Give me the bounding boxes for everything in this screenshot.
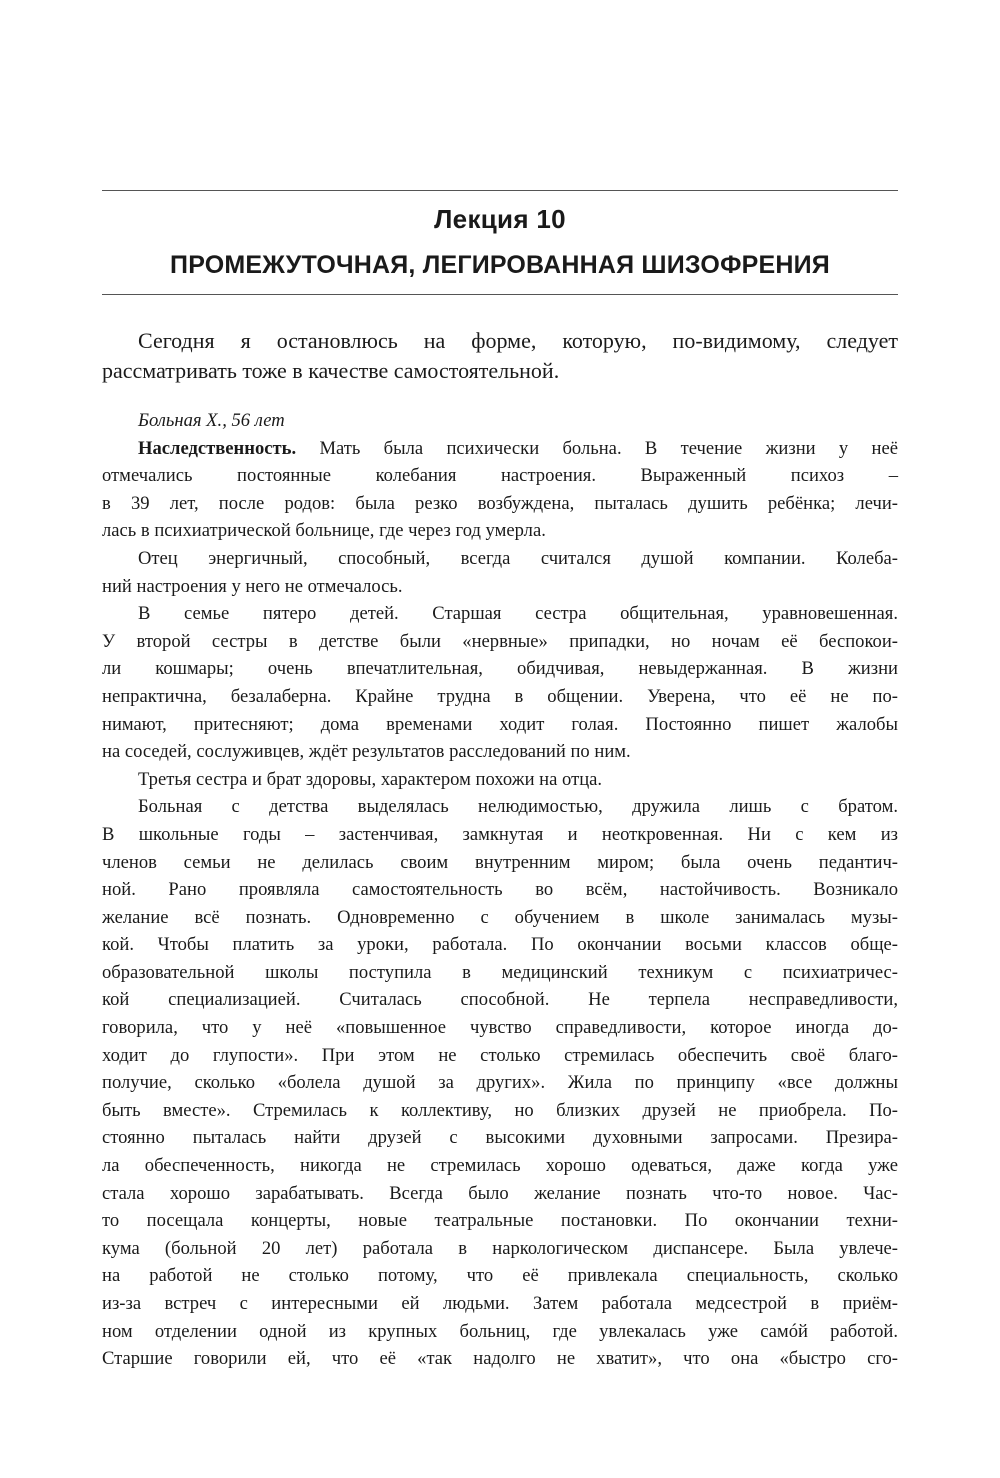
text-line: стала хорошо зарабатывать. Всегда было желание познать что-то новое. Час- xyxy=(102,1182,898,1204)
text-line: в 39 лет, после родов: была резко возбуждена, пыталась душить ребёнка; лечи- xyxy=(102,492,898,514)
text-line: нимают, притесняют; дома временами ходит голая. Постоянно пишет жалобы xyxy=(102,713,898,735)
text-line: непрактична, безалаберна. Крайне трудна в общении. Уверена, что её не по- xyxy=(102,685,898,707)
case-title: Больная Х., 56 лет xyxy=(138,410,285,431)
text-line: лась в психиатрической больнице, где через год умерла. xyxy=(102,520,546,542)
text-line: Мать была психически больна. В течение жизни у неё xyxy=(296,437,898,459)
header-top-rule xyxy=(102,190,898,191)
text-line: Больная с детства выделялась нелюдимостью, дружила лишь с братом. xyxy=(138,796,898,818)
text-line: кой. Чтобы платить за уроки, работала. По окончании восьми классов обще- xyxy=(102,934,898,956)
text-line: ходит до глупости». При этом не столько стремилась обеспечить своё благо- xyxy=(102,1044,898,1066)
text-line: Старшие говорили ей, что её «так надолго не хватит», что она «быстро сго- xyxy=(102,1348,898,1370)
text-line: В семье пятеро детей. Старшая сестра общительная, уравновешенная. xyxy=(138,603,898,625)
text-line: ной. Рано проявляла самостоятельность во всём, настойчивость. Возникало xyxy=(102,879,898,901)
paragraph-third-sister xyxy=(102,766,898,794)
lecture-title: ПРОМЕЖУТОЧНАЯ, ЛЕГИРОВАННАЯ ШИЗОФРЕНИЯ xyxy=(170,251,830,279)
paragraph-father xyxy=(102,545,898,600)
text-line: на работой не столько потому, что её привлекала специальность, сколько xyxy=(102,1265,898,1287)
paragraph-siblings xyxy=(102,600,898,766)
text-line: на соседей, сослуживцев, ждёт результатов расследований по ним. xyxy=(102,741,631,763)
text-line: Отец энергичный, способный, всегда считался душой компании. Колеба- xyxy=(138,547,898,569)
paragraph-patient-history xyxy=(102,793,898,1372)
text-line: ли кошмары; очень впечатлительная, обидчивая, невыдержанная. В жизни xyxy=(102,658,898,680)
text-line: кума (больной 20 лет) работала в наркологическом диспансере. Была увлече- xyxy=(102,1237,898,1259)
text-line: получие, сколько «болела душой за других». Жила по принципу «все должны xyxy=(102,1072,898,1094)
text-line: желание всё познать. Одновременно с обучением в школе занималась музы- xyxy=(102,906,898,928)
text-line: из-за встреч с интересными ей людьми. Затем работала медсестрой в приём- xyxy=(102,1293,898,1314)
text-line: быть вместе». Стремилась к коллективу, но близких друзей не приобрела. По- xyxy=(102,1099,898,1121)
text-line: ний настроения у него не отмечалось. xyxy=(102,575,403,597)
text-line: отмечались постоянные колебания настроения. Выраженный психоз – xyxy=(102,465,898,487)
text-line: кой специализацией. Считалась способной. Не терпела несправедливости, xyxy=(102,989,898,1011)
text-line: стоянно пыталась найти друзей с высокими духовными запросами. Презира- xyxy=(102,1127,898,1149)
text-line: образовательной школы поступила в медицинский техникум с психиатричес- xyxy=(102,961,898,983)
text-line: говорила, что у неё «повышенное чувство справедливости, которое иногда до- xyxy=(102,1017,898,1039)
text-line: ла обеспеченность, никогда не стремилась хорошо одеваться, даже когда уже xyxy=(102,1155,898,1177)
lecture-number: Лекция 10 xyxy=(434,204,566,234)
text-line: членов семьи не делилась своим внутренним миром; была очень педантич- xyxy=(102,851,898,873)
heredity-label: Наследственность. xyxy=(138,437,297,459)
intro-line: Сегодня я остановлюсь на форме, которую, по-видимому, следует xyxy=(138,328,898,353)
header-bottom-rule xyxy=(102,294,898,295)
text-line: У второй сестры в детстве были «нервные» припадки, но ночам её беспокои- xyxy=(102,630,898,652)
text-line: то посещала концерты, новые театральные постановки. По окончании техни- xyxy=(102,1210,898,1232)
intro-paragraph xyxy=(102,326,898,386)
text-line: В школьные годы – застенчивая, замкнутая и неоткровенная. Ни с кем из xyxy=(102,823,898,845)
text-line: Третья сестра и брат здоровы, характером похожи на отца. xyxy=(138,768,603,790)
body-text xyxy=(102,407,898,1373)
text-line: ном отделении одной из крупных больниц, где увлекалась уже самóй работой. xyxy=(102,1320,898,1342)
intro-line: рассматривать тоже в качестве самостоятельной. xyxy=(102,358,560,383)
paragraph-heredity xyxy=(102,435,898,545)
